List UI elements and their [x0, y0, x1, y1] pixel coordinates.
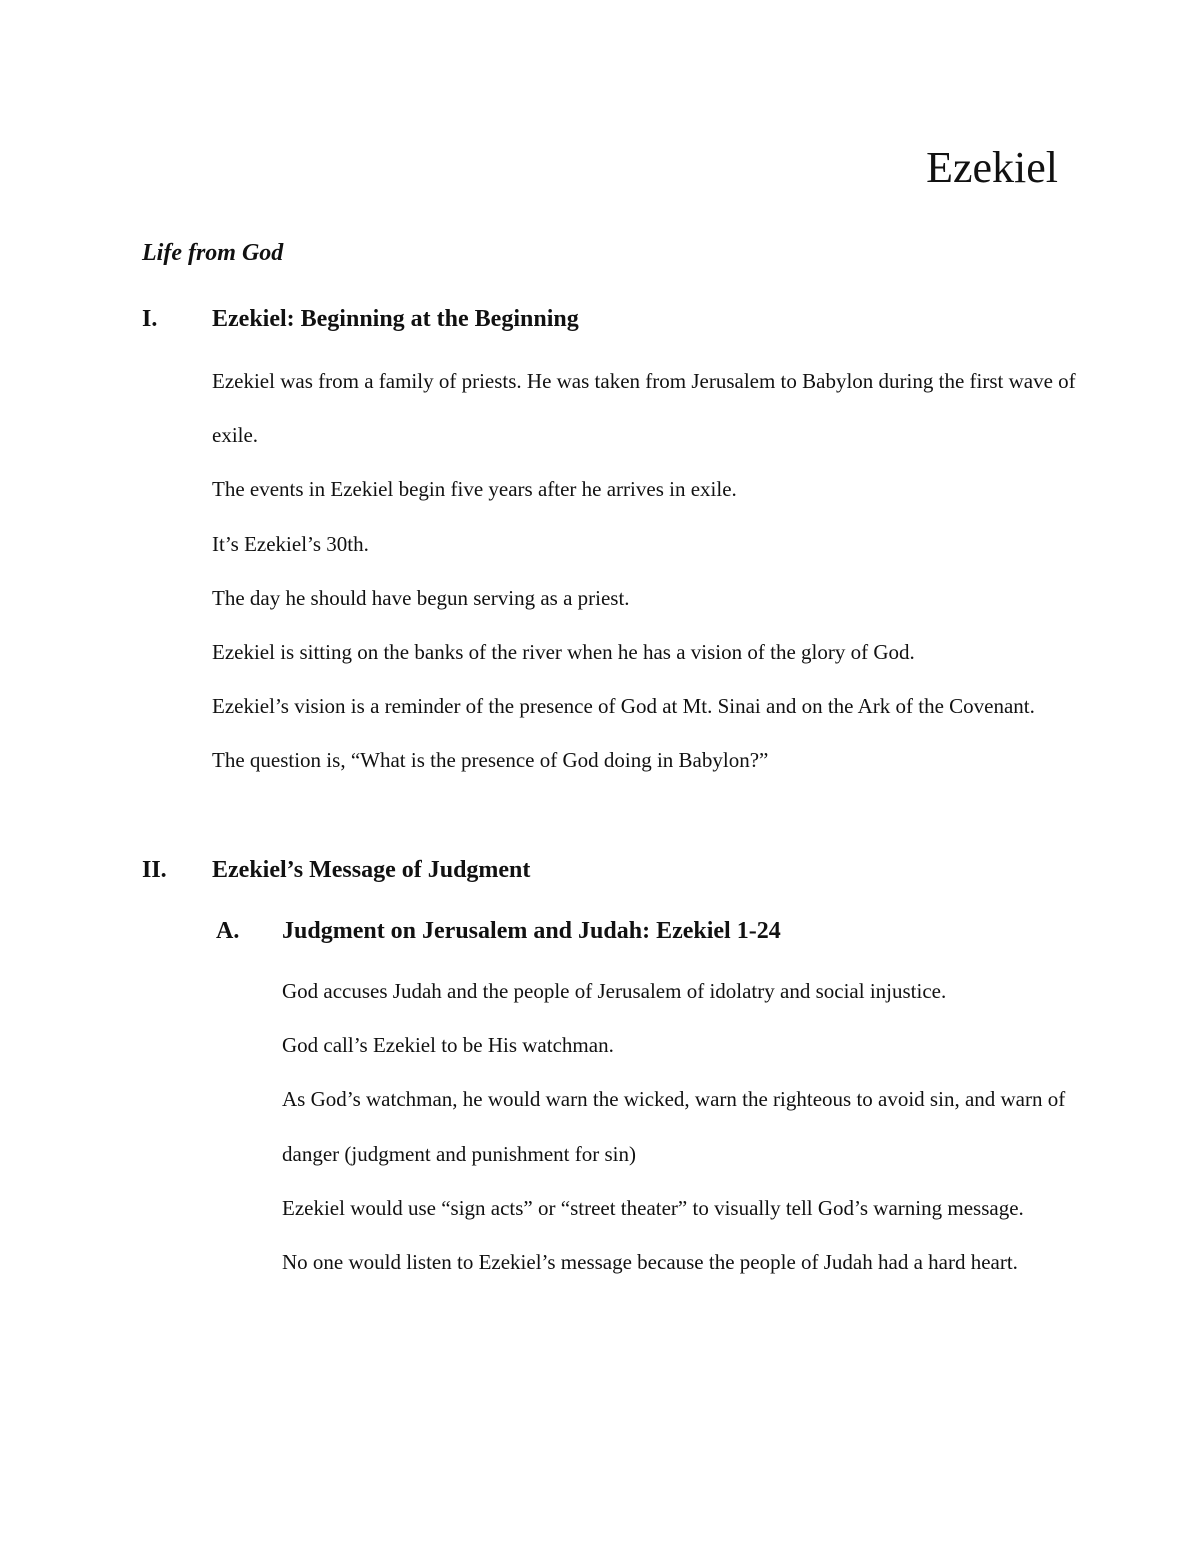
section-1-title: Ezekiel: Beginning at the Beginning — [212, 306, 579, 332]
subsection-a-body — [282, 964, 1072, 1289]
subsection-a-paragraph: Ezekiel would use “sign acts” or “street theater” to visually tell God’s warning message. — [282, 1195, 1024, 1220]
section-1-paragraph: The day he should have begun serving as a priest. — [212, 585, 630, 610]
section-1-number: I. — [142, 306, 158, 332]
section-1-paragraph: Ezekiel’s vision is a reminder of the presence of God at Mt. Sinai and on the Ark of the Covenant. — [212, 694, 1035, 719]
subsection-a-title: Judgment on Jerusalem and Judah: Ezekiel 1-24 — [282, 918, 781, 944]
section-1-heading — [142, 306, 1042, 338]
section-1-paragraph: The question is, “What is the presence of God doing in Babylon?” — [212, 748, 769, 773]
section-1-paragraph: Ezekiel is sitting on the banks of the river when he has a vision of the glory of God. — [212, 640, 915, 665]
section-1-paragraph: It’s Ezekiel’s 30th. — [212, 531, 369, 556]
subsection-a-letter: A. — [216, 918, 240, 944]
subsection-a-paragraph: No one would listen to Ezekiel’s message because the people of Judah had a hard heart. — [282, 1250, 1018, 1275]
subsection-a-heading — [216, 918, 1076, 950]
section-1-paragraph: Ezekiel was from a family of priests. He was taken from Jerusalem to Babylon during the first wave of exile. — [212, 369, 1076, 448]
section-2-heading — [142, 857, 1042, 889]
section-2-number: II. — [142, 857, 167, 883]
subsection-a-paragraph: As God’s watchman, he would warn the wicked, warn the righteous to avoid sin, and warn of danger (judgment and punishment for sin) — [282, 1087, 1066, 1166]
section-2-title: Ezekiel’s Message of Judgment — [212, 857, 531, 883]
document-subtitle: Life from God — [142, 240, 284, 266]
subsection-a-paragraph: God accuses Judah and the people of Jerusalem of idolatry and social injustice. — [282, 979, 947, 1003]
document-title: Ezekiel — [926, 143, 1058, 192]
subsection-a-paragraph: God call’s Ezekiel to be His watchman. — [282, 1033, 614, 1058]
section-1-body — [212, 354, 1082, 788]
section-1-paragraph: The events in Ezekiel begin five years after he arrives in exile. — [212, 477, 737, 502]
